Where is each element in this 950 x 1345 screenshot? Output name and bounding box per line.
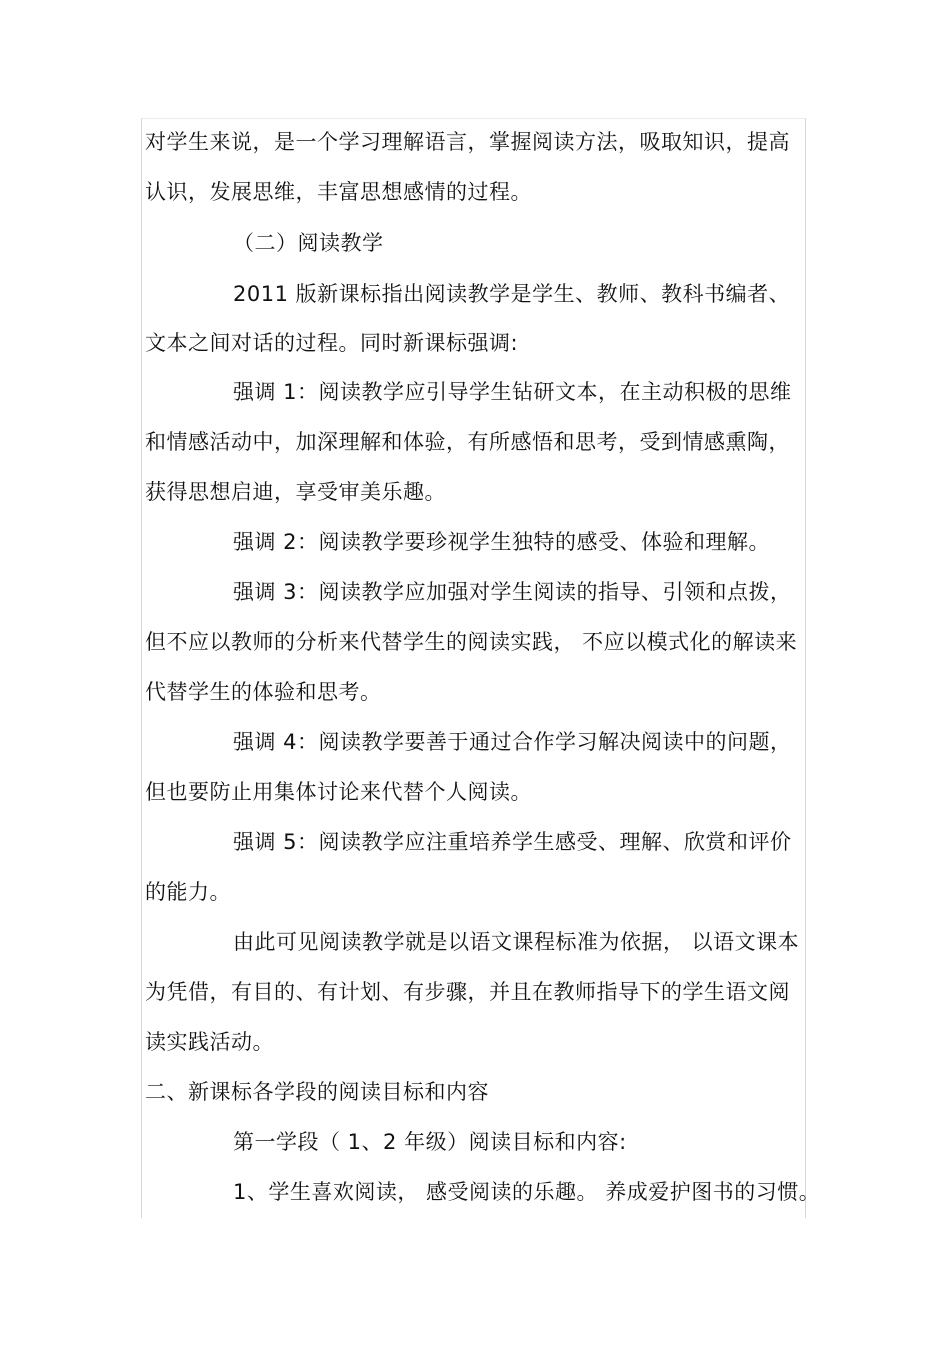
paragraph-line: 强调 1：阅读教学应引导学生钻研文本，在主动积极的思维 — [233, 380, 792, 404]
paragraph-line: 代替学生的体验和思考。 — [145, 680, 382, 704]
paragraph-line: 强调 5：阅读教学应注重培养学生感受、理解、欣赏和评价 — [233, 830, 792, 854]
paragraph-line: 为凭借，有目的、有计划、有步骤，并且在教师指导下的学生语文阅 — [145, 980, 790, 1004]
paragraph-line: 但不应以教师的分析来代替学生的阅读实践， 不应以模式化的解读来 — [145, 630, 798, 654]
paragraph-line: 文本之间对话的过程。同时新课标强调: — [145, 331, 519, 355]
paragraph-line: 认识，发展思维，丰富思想感情的过程。 — [145, 180, 532, 204]
subsection-heading: （二）阅读教学 — [233, 231, 384, 255]
paragraph-line: 第一学段（ 1、2 年级）阅读目标和内容: — [233, 1130, 627, 1154]
section-heading: 二、新课标各学段的阅读目标和内容 — [145, 1080, 489, 1104]
paragraph-line: 1、学生喜欢阅读， 感受阅读的乐趣。 养成爱护图书的习惯。 — [233, 1180, 821, 1204]
paragraph-line: 强调 3：阅读教学应加强对学生阅读的指导、引领和点拨， — [233, 580, 792, 604]
paragraph-line: 强调 2：阅读教学要珍视学生独特的感受、体验和理解。 — [233, 530, 771, 554]
paragraph-line: 强调 4：阅读教学要善于通过合作学习解决阅读中的问题， — [233, 730, 792, 754]
paragraph-line: 的能力。 — [145, 880, 231, 904]
paragraph-line: 获得思想启迪，享受审美乐趣。 — [145, 480, 446, 504]
paragraph-line: 由此可见阅读教学就是以语文课程标准为依据， 以语文课本 — [233, 930, 800, 954]
paragraph-line: 和情感活动中，加深理解和体验，有所感悟和思考，受到情感熏陶， — [145, 430, 790, 454]
paragraph-line: 2011 版新课标指出阅读教学是学生、教师、教科书编者、 — [233, 282, 791, 306]
paragraph-line: 读实践活动。 — [145, 1030, 274, 1054]
paragraph-line: 但也要防止用集体讨论来代替个人阅读。 — [145, 780, 532, 804]
paragraph-line: 对学生来说，是一个学习理解语言，掌握阅读方法，吸取知识，提高 — [145, 130, 790, 154]
